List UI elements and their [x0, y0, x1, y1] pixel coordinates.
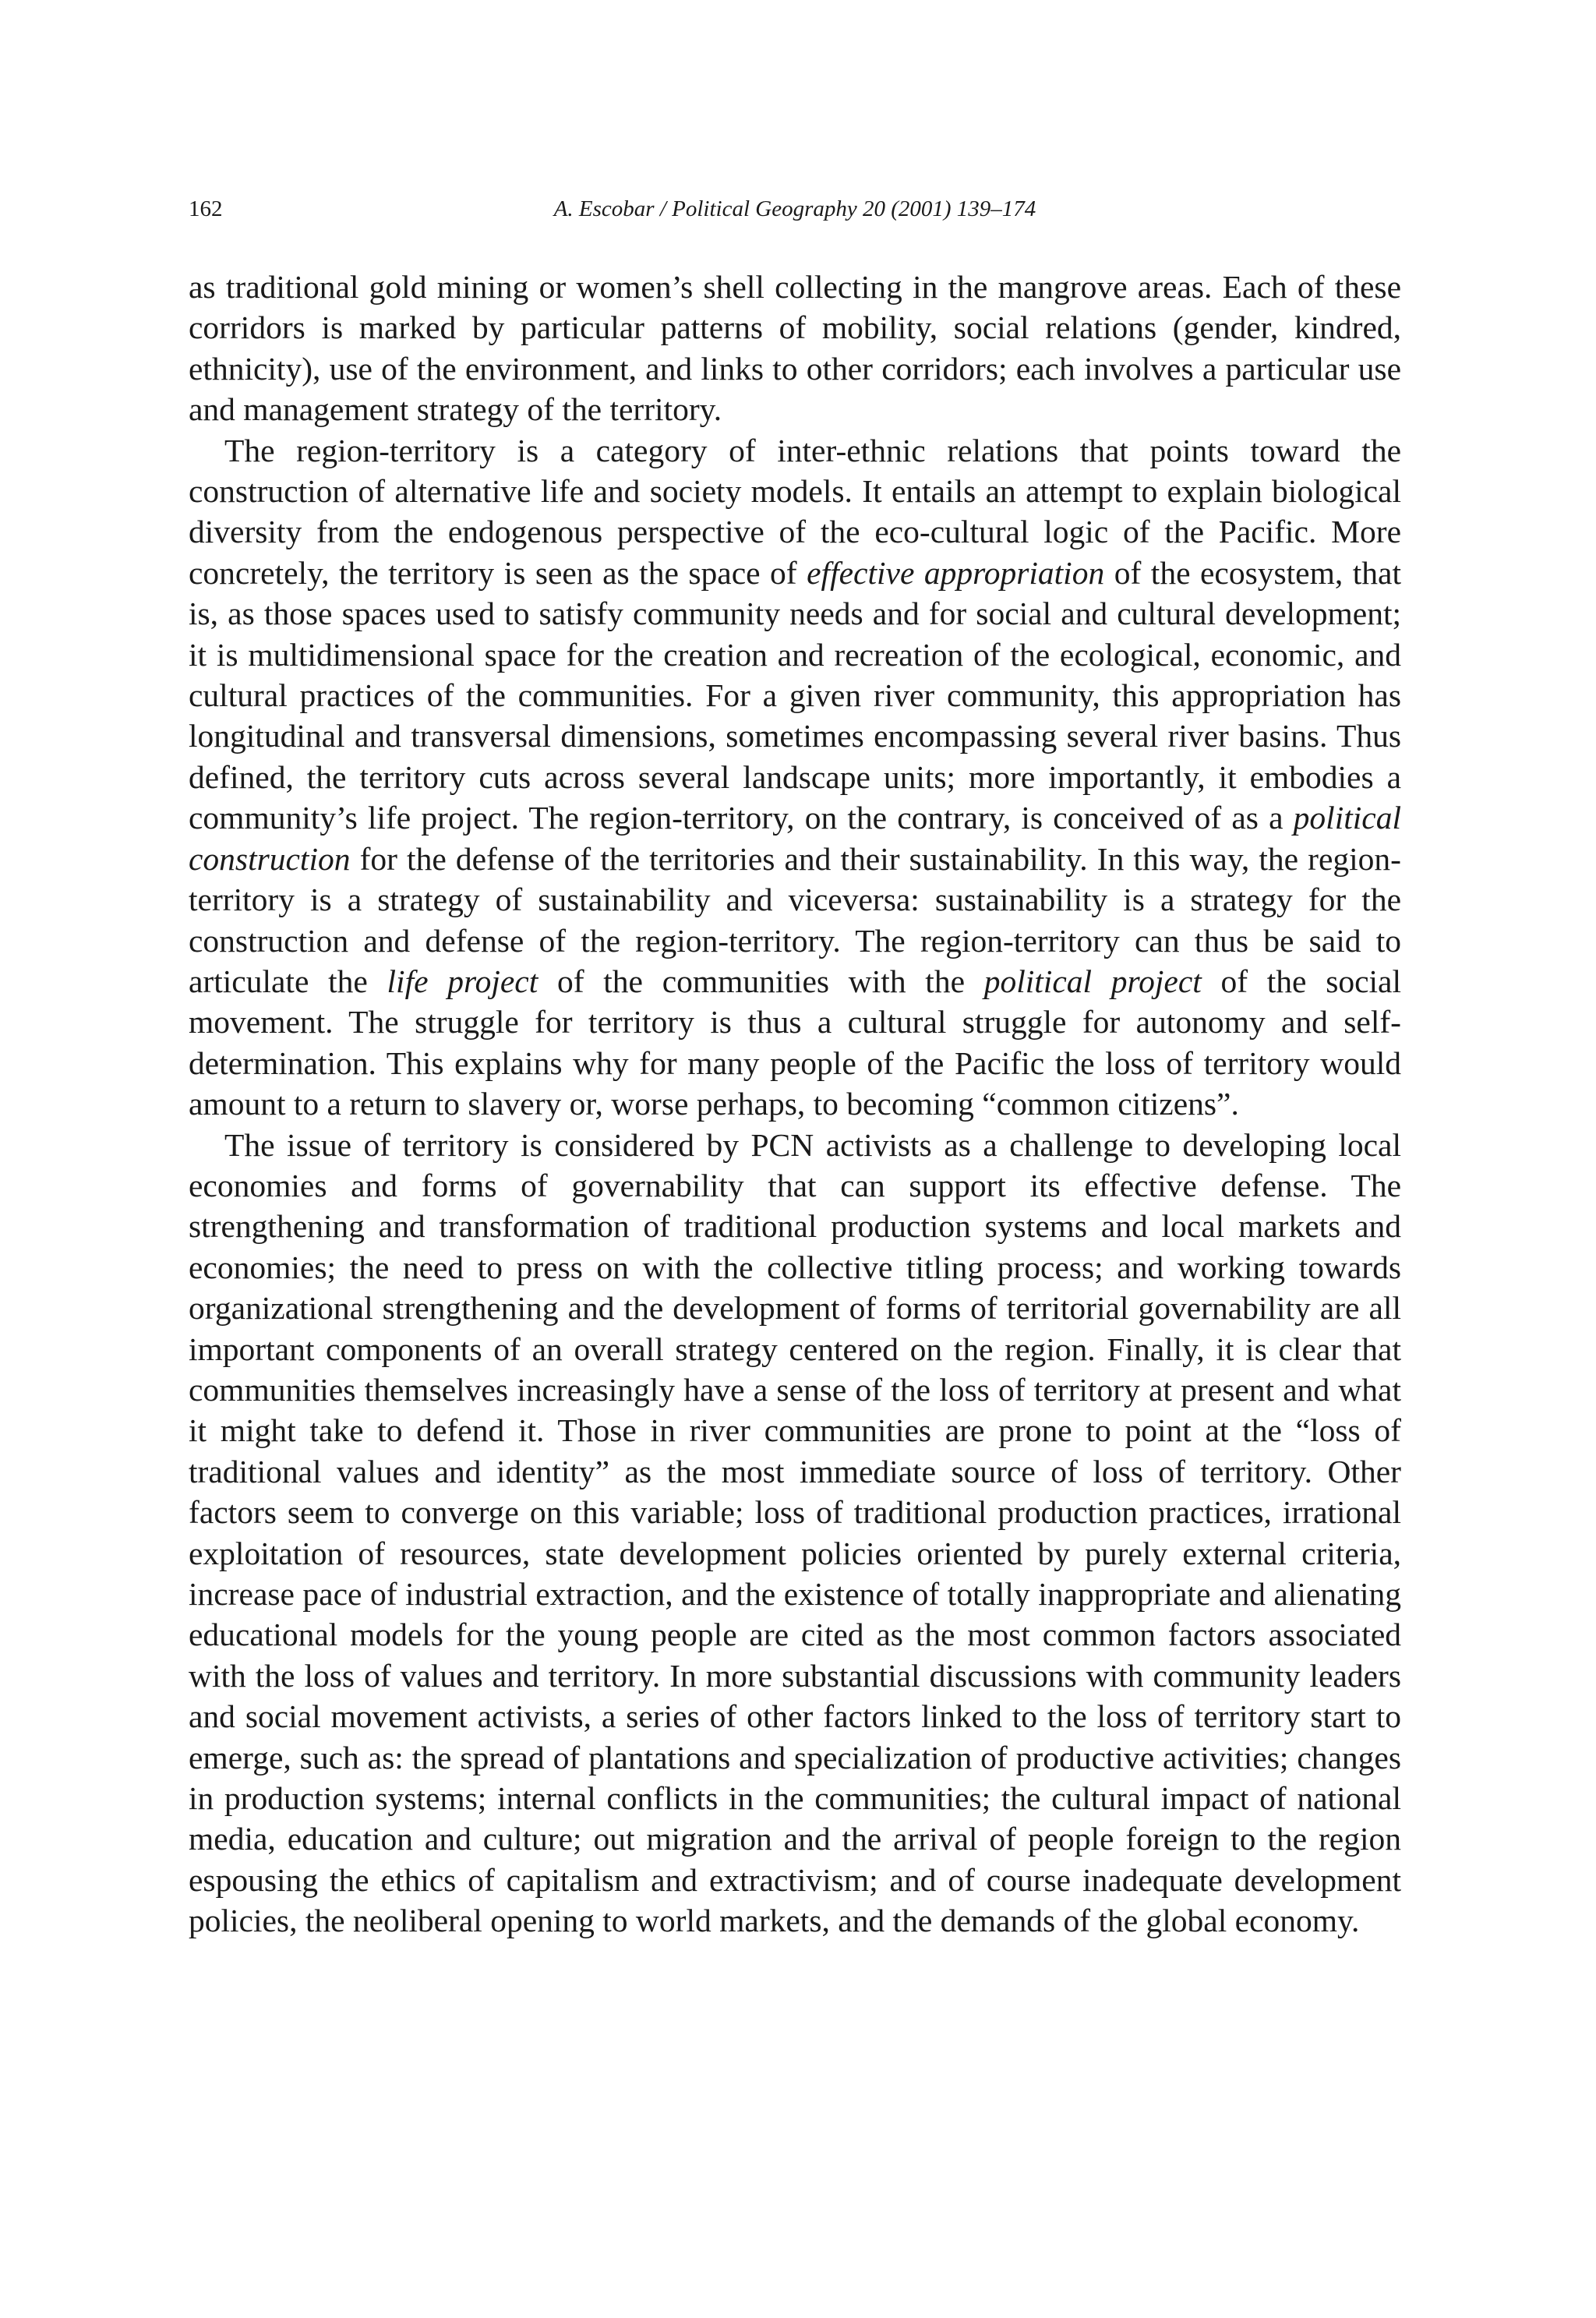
text-run: for the defense of the territories and their sustainability. In this way, the region-territory is a strategy of sustainability and viceversa: sustainability is a strategy for the construction and defense of the region-territory. The region-territory can thus be said to articulate the: [189, 840, 1401, 999]
text-run: of the communities with the: [538, 963, 984, 999]
italic-phrase: political project: [983, 963, 1202, 999]
italic-phrase: effective appropriation: [807, 554, 1105, 591]
paragraph-2: [189, 430, 1401, 1125]
text-run: The region-territory is a category of inter-ethnic relations that points toward the construction of alternative life and society models. It entails an attempt to explain biological diversity from the endogenous perspective of the eco-cultural logic of the Pacific. More concretely, the territory is seen as the space of: [189, 432, 1401, 591]
paragraph-1: [189, 267, 1401, 430]
text-run: of the social movement. The struggle for territory is thus a cultural struggle for autonomy and self-determination. This explains why for many people of the Pacific the loss of territory would amount to a return to slavery or, worse perhaps, to becoming “common citizens”.: [189, 963, 1401, 1122]
italic-phrase: life project: [387, 963, 538, 999]
text-run: as traditional gold mining or women’s shell collecting in the mangrove areas. Each of these corridors is marked by particular patterns of mobility, social relations (gender, kindred, ethnicity), use of the environment, and links to other corridors; each involves a particular use and management strategy of the territory.: [189, 269, 1401, 428]
page-number: 162: [189, 196, 223, 221]
journal-reference: A. Escobar / Political Geography 20 (2001) 139–174: [553, 196, 1036, 221]
italic-phrase: political construction: [189, 800, 1401, 877]
paragraph-3: [189, 1125, 1401, 1942]
text-run: The issue of territory is considered by PCN activists as a challenge to developing local economies and forms of governability that can support its effective defense. The strengthening and transformation of traditional production systems and local markets and economies; the need to press on with the collective titling process; and working towards organizational strengthening and the development of forms of territorial governability are all important components of an overall strategy centered on the region. Finally, it is clear that communities themselves increasingly have a sense of the loss of territory at present and what it might take to defend it. Those in river communities are prone to point at the “loss of traditional values and identity” as the most immediate source of loss of territory. Other factors seem to converge on this variable; loss of traditional production practices, irrational exploitation of resources, state development policies oriented by purely external criteria, increase pace of industrial extraction, and the existence of totally inappropriate and alienating educational models for the young people are cited as the most common factors associated with the loss of values and territory. In more substantial discussions with community leaders and social movement activists, a series of other factors linked to the loss of territory start to emerge, such as: the spread of plantations and specialization of productive activities; changes in production systems; internal conflicts in the communities; the cultural impact of national media, education and culture; out migration and the arrival of people foreign to the region espousing the ethics of capitalism and extractivism; and of course inadequate development policies, the neoliberal opening to world markets, and the demands of the global economy.: [189, 1126, 1401, 1939]
body-text: [189, 267, 1401, 1942]
running-head: [189, 193, 1401, 224]
text-run: of the ecosystem, that is, as those spaces used to satisfy community needs and for social and cultural development; it is multidimensional space for the creation and recreation of the ecological, economic, and cultural practices of the communities. For a given river community, this appropriation has longitudinal and transversal dimensions, sometimes encompassing several river basins. Thus defined, the territory cuts across several landscape units; more importantly, it embodies a community’s life project. The region-territory, on the contrary, is conceived of as a: [189, 554, 1401, 836]
